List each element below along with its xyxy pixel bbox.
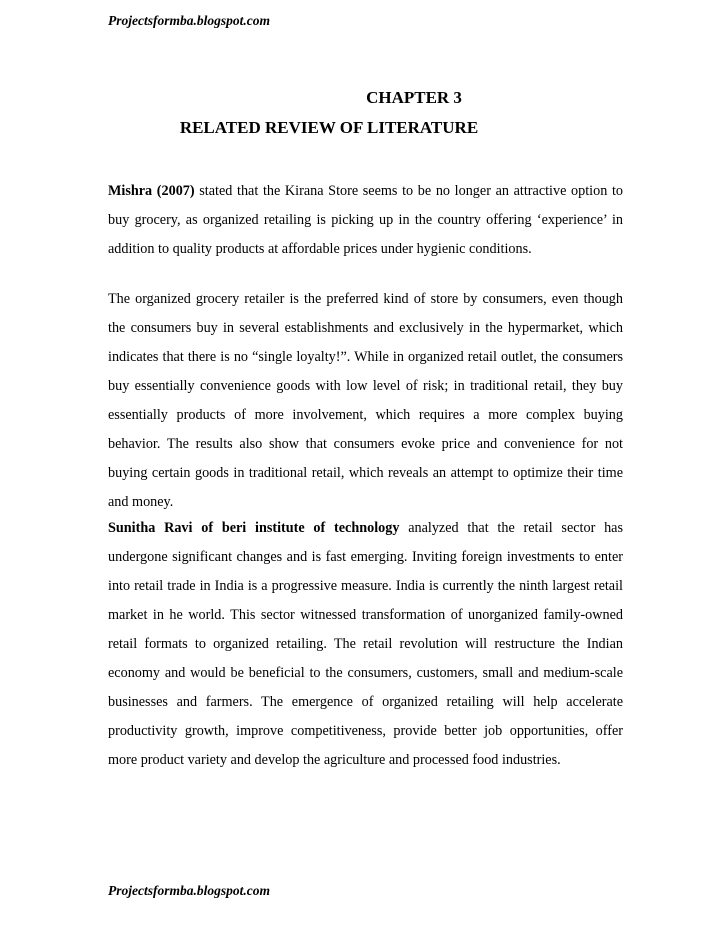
- page-header: Projectsformba.blogspot.com: [108, 13, 270, 28]
- chapter-title-block: [0, 88, 728, 138]
- paragraph-text: stated that the Kirana Store seems to be no longer an attractive option to buy grocery, as organized retailing is picking up in the country offering ‘experience’ in addition to quality products at affordable prices under hygienic conditions.: [108, 183, 623, 257]
- paragraph-lead: Mishra (2007): [108, 183, 195, 199]
- paragraph-text: analyzed that the retail sector has undergone significant changes and is fast emerging. Inviting foreign investments to enter into retail trade in India is a progressive measure. India is currently the ninth largest retail market in he world. This sector witnessed transformation of unorganized family-owned retail formats to organized retailing. The retail revolution will restructure the Indian economy and would be beneficial to the consumers, customers, small and medium-scale businesses and farmers. The emergence of organized retailing will help accelerate productivity growth, improve competitiveness, provide better job opportunities, offer more product variety and develop the agriculture and processed food industries.: [108, 520, 623, 768]
- paragraph-sunitha-ravi: [108, 514, 623, 775]
- page-footer: Projectsformba.blogspot.com: [108, 883, 270, 898]
- paragraph-lead: Sunitha Ravi of beri institute of technology: [108, 520, 400, 536]
- paragraph-organized-grocery: [108, 285, 623, 517]
- chapter-heading: RELATED REVIEW OF LITERATURE: [179, 118, 479, 137]
- paragraph-mishra: [108, 177, 623, 264]
- paragraph-text: The organized grocery retailer is the preferred kind of store by consumers, even though the consumers buy in several establishments and exclusively in the hypermarket, which indicates that there is no “single loyalty!”. While in organized retail outlet, the consumers buy essentially convenience goods with low level of risk; in traditional retail, they buy essentially products of more involvement, which requires a more complex buying behavior. The results also show that consumers evoke price and convenience for not buying certain goods in traditional retail, which reveals an attempt to optimize their time and money.: [108, 291, 623, 510]
- chapter-number: CHAPTER 3: [366, 88, 462, 107]
